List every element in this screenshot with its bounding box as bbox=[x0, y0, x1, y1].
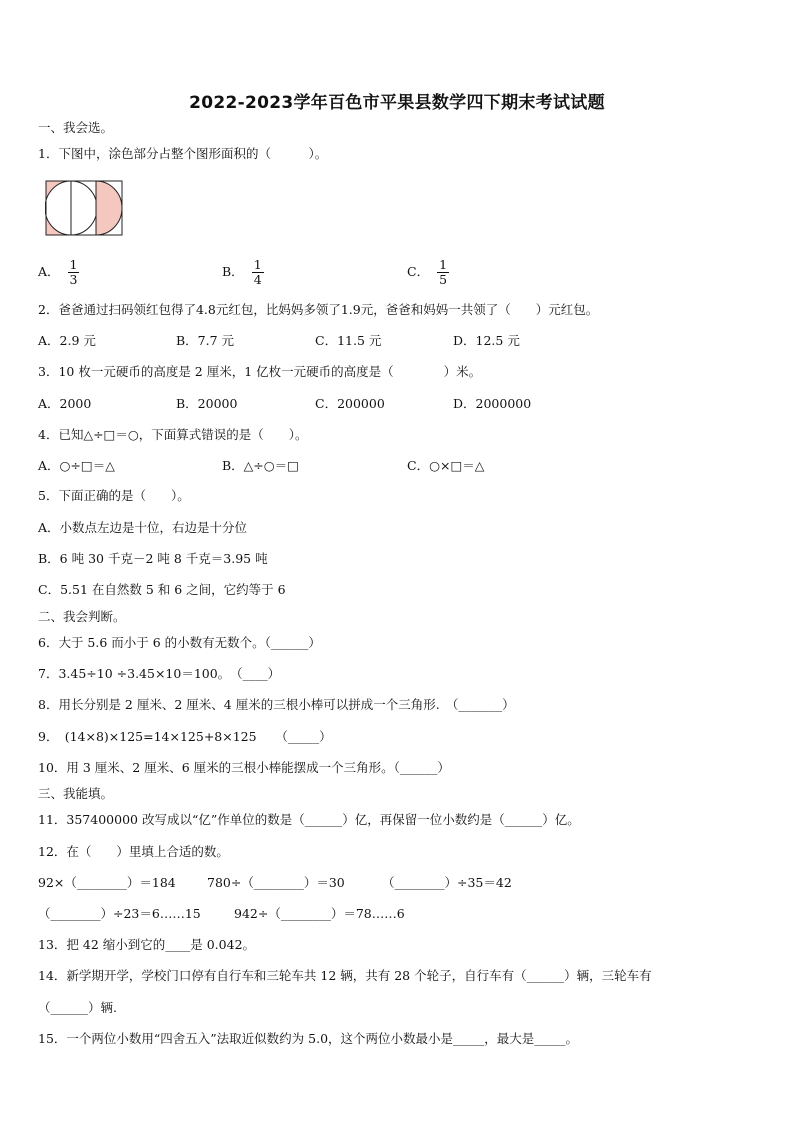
q1-option-b[interactable]: B． $\frac{1}{4}$ bbox=[222, 257, 262, 287]
section-heading: 三、我能填。 bbox=[38, 786, 114, 801]
q3-option-c[interactable]: C．200000 bbox=[315, 396, 385, 411]
q1-option-c[interactable]: C． $\frac{1}{5}$ bbox=[407, 257, 448, 287]
q12-blank[interactable]: 780÷（________）＝30 bbox=[207, 875, 345, 890]
q2-option-b[interactable]: B．7.7 元 bbox=[176, 333, 235, 348]
question-6: 6．大于 5.6 而小于 6 的小数有无数个。（______） bbox=[38, 635, 321, 650]
page-title: 2022-2023学年百色市平果县数学四下期末考试试题 bbox=[189, 93, 605, 113]
question-14-cont: （______）辆. bbox=[38, 1000, 117, 1015]
q4-option-c[interactable]: C．○×□＝△ bbox=[407, 458, 485, 473]
q3-option-d[interactable]: D．2000000 bbox=[453, 396, 532, 411]
q5-option-c[interactable]: C．5.51 在自然数 5 和 6 之间，它约等于 6 bbox=[38, 582, 286, 597]
q4-option-b[interactable]: B．△÷○＝□ bbox=[222, 458, 299, 473]
q2-option-d[interactable]: D．12.5 元 bbox=[453, 333, 520, 348]
question-7: 7．3.45÷10 ÷3.45×10＝100。 （____） bbox=[38, 666, 281, 681]
q2-option-a[interactable]: A．2.9 元 bbox=[38, 333, 96, 348]
question-13: 13．把 42 缩小到它的____是 0.042。 bbox=[38, 937, 256, 952]
section-heading: 一、我会选。 bbox=[38, 120, 114, 135]
question-3: 3．10 枚一元硬币的高度是 2 厘米，1 亿枚一元硬币的高度是（ ）米。 bbox=[38, 364, 482, 379]
question-5: 5．下面正确的是（ ）。 bbox=[38, 488, 190, 503]
q12-blank[interactable]: 942÷（________）＝78……6 bbox=[234, 906, 405, 921]
q5-option-a[interactable]: A．小数点左边是十位，右边是十分位 bbox=[38, 520, 248, 535]
question-9: 9． (14×8)×125=14×125+8×125 （_____） bbox=[38, 729, 332, 744]
q12-blank[interactable]: 92×（________）＝184 bbox=[38, 875, 176, 890]
question-10: 10．用 3 厘米、2 厘米、6 厘米的三根小棒能摆成一个三角形。（______） bbox=[38, 760, 450, 775]
q12-blank[interactable]: （________）÷35＝42 bbox=[382, 875, 512, 890]
q3-option-b[interactable]: B．20000 bbox=[176, 396, 238, 411]
question-11: 11．357400000 改写成以“亿”作单位的数是（______）亿，再保留一位小数约是（______）亿。 bbox=[38, 812, 580, 827]
q12-blank[interactable]: （________）÷23＝6……15 bbox=[38, 906, 201, 921]
figure-rect-middle bbox=[71, 181, 96, 235]
question-4: 4．已知△÷□＝○，下面算式错误的是（ ）。 bbox=[38, 427, 308, 442]
section-heading: 二、我会判断。 bbox=[38, 609, 126, 624]
q2-option-c[interactable]: C．11.5 元 bbox=[315, 333, 382, 348]
question-8: 8．用长分别是 2 厘米、2 厘米、4 厘米的三根小棒可以拼成一个三角形. （_______） bbox=[38, 697, 515, 712]
q4-option-a[interactable]: A．○÷□＝△ bbox=[38, 458, 115, 473]
question-15: 15．一个两位小数用“四舍五入”法取近似数约为 5.0，这个两位小数最小是_____，最大是_____。 bbox=[38, 1031, 579, 1046]
shaded-figure bbox=[45, 180, 123, 236]
question-2: 2．爸爸通过扫码领红包得了4.8元红包，比妈妈多领了1.9元，爸爸和妈妈一共领了（ ）元红包。 bbox=[38, 302, 599, 317]
q1-option-a[interactable]: A． $\frac{1}{3}$ bbox=[38, 257, 78, 287]
q3-option-a[interactable]: A．2000 bbox=[38, 396, 92, 411]
question-12: 12．在（ ）里填上合适的数。 bbox=[38, 844, 229, 859]
q5-option-b[interactable]: B．6 吨 30 千克－2 吨 8 千克＝3.95 吨 bbox=[38, 551, 268, 566]
question-14: 14．新学期开学，学校门口停有自行车和三轮车共 12 辆，共有 28 个轮子，自行车有（______）辆，三轮车有 bbox=[38, 968, 652, 983]
question-1: 1．下图中，涂色部分占整个图形面积的（ ）。 bbox=[38, 146, 328, 161]
